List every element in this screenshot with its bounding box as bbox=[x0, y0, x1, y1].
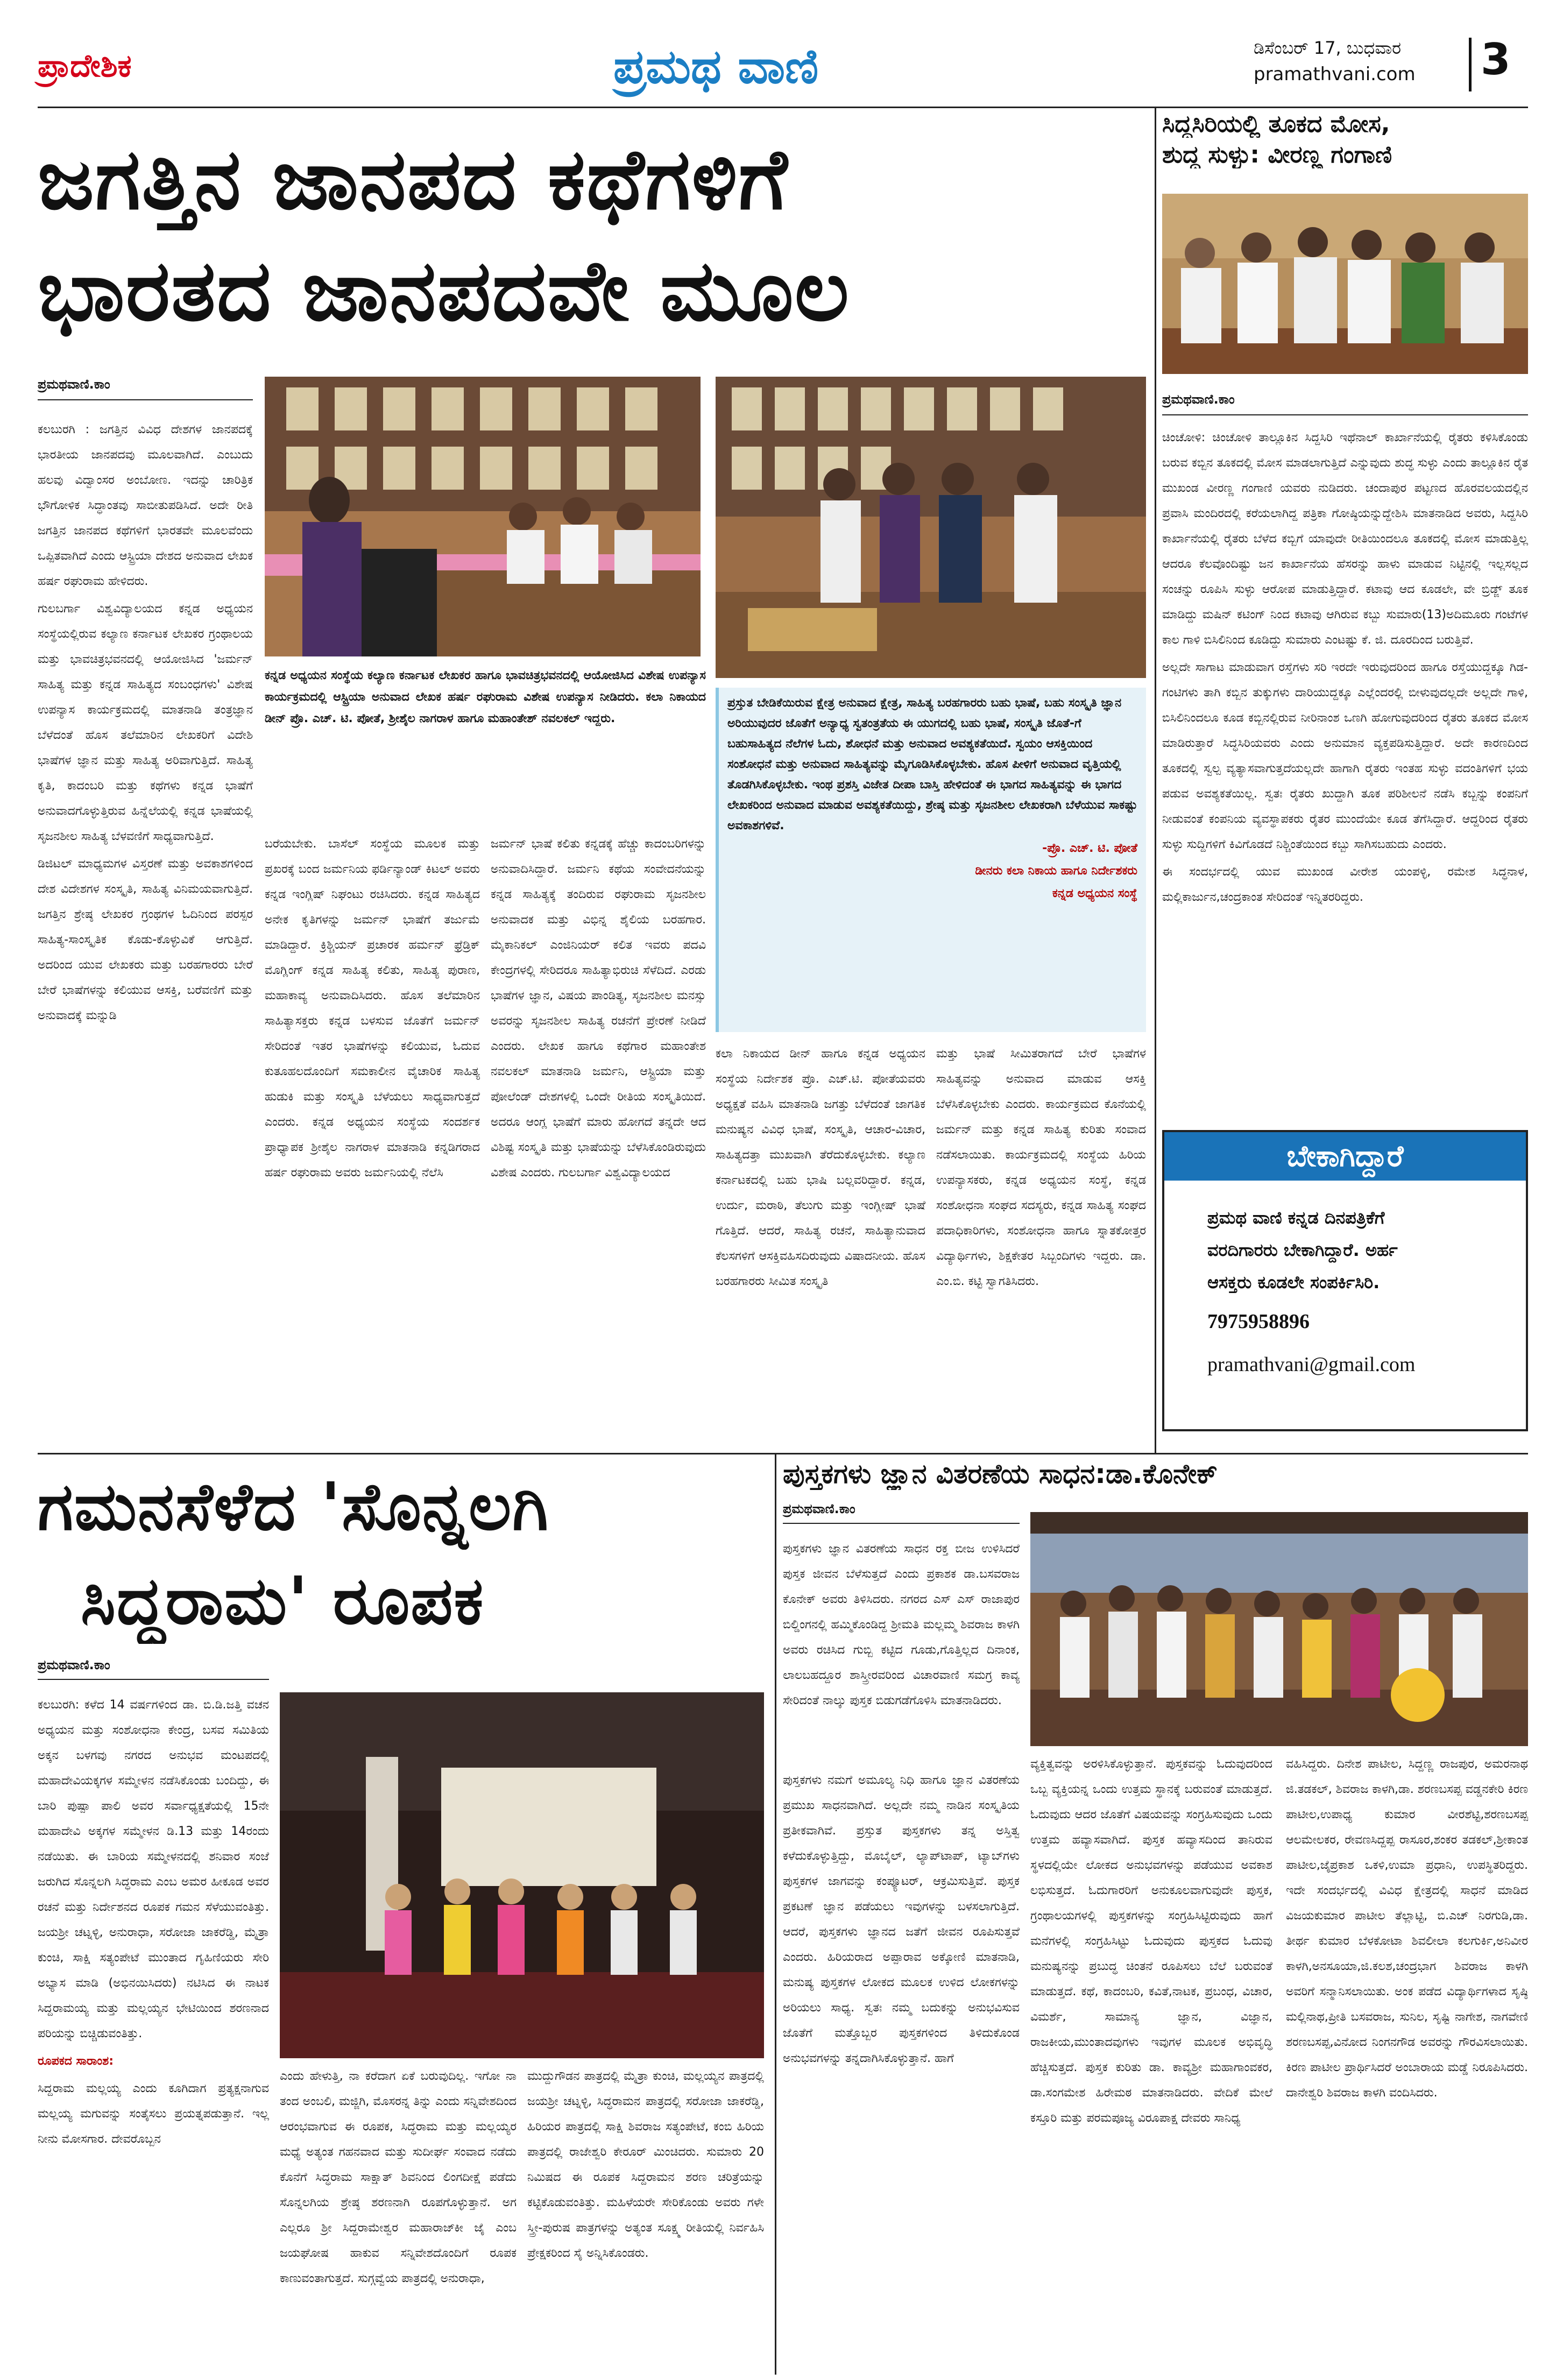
books-column-1b: ಪುಸ್ತಕಗಳು ನಮಗೆ ಅಮೂಲ್ಯ ನಿಧಿ ಹಾಗೂ ಜ್ಞಾನ ವಿತರಣೆಯ ಪ್ರಮುಖ ಸಾಧನವಾಗಿದೆ. ಅಲ್ಲದೇ ನಮ್ಮ ನಾಡಿನ ಸಂಸ್ಕೃತಿಯ ಪ್ರತೀಕವಾಗಿವೆ. ಪ್ರಸ್ತುತ ಪುಸ್ತಕಗಳು ತನ್ನ ಅಸ್ತಿತ್ವ ಕಳೆದುಕೊಳ್ಳುತ್ತಿದ್ದು, ಮೊಬೈಲ್, ಲ್ಯಾಪ್‍ಟಾಪ್, ಟ್ಯಾಬ್‍ಗಳು ಪುಸ್ತಕಗಳ ಜಾಗವನ್ನು ಕಂಪ್ಯೂಟರ್, ಆಕ್ರಮಿಸುತ್ತಿವೆ. ಪುಸ್ತಕ ಪ್ರಕಟಣೆ ಜ್ಞಾನ ಪಡೆಯಲು ಇವುಗಳನ್ನು ಬಳಸಲಾಗುತ್ತಿದೆ. ಆದರೆ, ಪುಸ್ತಕಗಳು ಜ್ಞಾನದ ಜತೆಗೆ ಜೀವನ ರೂಪಿಸುತ್ತವೆ ಎಂದರು. ಹಿರಿಯರಾದ ಅಪ್ಪಾರಾವ ಅಕ್ಕೋಣಿ ಮಾತನಾಡಿ, ಮನುಷ್ಯ ಪುಸ್ತಕಗಳ ಲೋಕದ ಮೂಲಕ ಉಳಿದ ಲೋಕಗಳನ್ನು ಅರಿಯಲು ಸಾಧ್ಯ. ಸ್ವತಃ ನಮ್ಮ ಬದುಕನ್ನು ಅನುಭವಿಸುವ ಜೊತೆಗೆ ಮತ್ತೊಬ್ಬರ ಪುಸ್ತಕಗಳಿಂದ ತಿಳಿದುಕೊಂಡ ಅನುಭವಗಳನ್ನು ತನ್ನದಾಗಿಸಿಕೊಳ್ಳುತ್ತಾನೆ. ಹಾಗೆ bbox=[783, 1774, 1020, 2065]
paragraph: ಕಲಬುರಗಿ : ಜಗತ್ತಿನ ವಿವಿಧ ದೇಶಗಳ ಜಾನಪದಕ್ಕೆ ಭಾರತೀಯ ಜಾನಪದವು ಮೂಲವಾಗಿದೆ. ಎಂಬುದು ಹಲವು ವಿದ್ವಾಂಸರ ಅಂಬೋಣ. ಇದನ್ನು ಚಾರಿತ್ರಿಕ ಭೌಗೋಳಿಕ ಸಿದ್ಧಾಂತವು ಸಾಬೀತುಪಡಿಸಿದೆ. ಅದೇ ರೀತಿ ಜಗತ್ತಿನ ಜಾನಪದ ಕಥೆಗಳಿಗೆ ಭಾರತವೇ ಮೂಲವೆಂದು ಒಪ್ಪಿತವಾಗಿದೆ ಎಂದು ಆಸ್ಟ್ರಿಯಾ ದೇಶದ ಅನುವಾದ ಲೇಖಕ ಹರ್ಷ ರಘುರಾಮ ಹೇಳಿದರು. bbox=[38, 423, 253, 588]
paragraph: ಕಲಬುರಗಿ: ಕಳೆದ 14 ವರ್ಷಗಳಿಂದ ಡಾ. ಬಿ.ಡಿ.ಜತ್ತಿ ವಚನ ಅಧ್ಯಯನ ಮತ್ತು ಸಂಶೋಧನಾ ಕೇಂದ್ರ, ಬಸವ ಸಮಿತಿಯ ಅಕ್ಕನ ಬಳಗವು ನಗರದ ಅನುಭವ ಮಂಟಪದಲ್ಲಿ ಮಹಾದೇವಿಯಕ್ಕಗಳ ಸಮ್ಮೇಳನ ನಡೆಸಿಕೊಂಡು ಬಂದಿದ್ದು, ಈ ಬಾರಿ ಪುಷ್ಪಾ ಪಾಲಿ ಅವರ ಸರ್ವಾಧ್ಯಕ್ಷತೆಯಲ್ಲಿ 15ನೇ ಮಹಾದೇವಿ ಅಕ್ಕಗಳ ಸಮ್ಮೇಳನ ಡಿ.13 ಮತ್ತು 14ರಂದು ನಡೆಯಿತು. ಈ ಬಾರಿಯ ಸಮ್ಮೇಳನದಲ್ಲಿ ಶನಿವಾರ ಸಂಜೆ ಜರುಗಿದ ಸೊನ್ನಲಗಿ ಸಿದ್ಧರಾಮ ಎಂಬ ಅಮರ ಹೀಕೂಡ ಅವರ ರಚನೆ ಮತ್ತು ನಿರ್ದೇಶನದ ರೂಪಕ ಗಮನ ಸೆಳೆಯುವಂತಿತ್ತು. ಜಯಶ್ರೀ ಚಟ್ನಳ್ಳಿ, ಅನುರಾಧಾ, ಸರೋಜಾ ಜಾಕರೆಡ್ಡಿ, ಮೈತ್ರಾ ಕುಂಚಿ, ಸಾಕ್ಷಿ ಸತ್ಯಂಪೇಟೆ ಮುಂತಾದ ಗೃಹಿಣಿಯರು ಸೇರಿ ಅಭ್ಯಾಸ ಮಾಡಿ (ಅಭಿನಯಿಸಿದರು) ನಟಿಸಿದ ಈ ನಾಟಕ ಸಿದ್ದರಾಮಯ್ಯ ಮತ್ತು ಮಲ್ಲಯ್ಯನ ಭೇಟಿಯಿಂದ ಶರಣನಾದ ಪರಿಯನ್ನು ಬಿಚ್ಚಿಡುವಂತಿತ್ತು. bbox=[38, 1698, 269, 2040]
drama-byline-rule bbox=[38, 1679, 269, 1680]
right-story-body bbox=[1162, 425, 1528, 1125]
press-meet-photo bbox=[1162, 194, 1528, 374]
books-byline: ಪ್ರಮಥವಾಣಿ.ಕಾಂ bbox=[783, 1501, 855, 1516]
books-column-3: ವಹಿಸಿದ್ದರು. ದಿನೇಶ ಪಾಟೀಲ, ಸಿದ್ದಣ್ಣ ರಾಜಪುರ, ಅಮರನಾಥ ಜಿ.ತಡಕಲ್, ಶಿವರಾಜ ಕಾಳಗಿ,ಡಾ. ಶರಣಬಸಪ್ಪ ವಡ್ಡನಕೇರಿ ಕಿರಣ ಪಾಟೀಲ,ಉಪಾಧ್ಯ ಕುಮಾರ ವೀರಶೆಟ್ಟಿ,ಶರಣಬಸಪ್ಪ ಆಲಮೇಲಕರ, ರೇವಣಸಿದ್ದಪ್ಪ ರಾಸೂರ,ಶಂಕರ ತಡಕಲ್,ಶ್ರೀಕಾಂತ ಪಾಟೀಲ,ಜೈಪ್ರಕಾಶ ಒಕಳಿ,ಉಮಾ ಪ್ರಧಾನಿ, ಉಪಸ್ಥಿತರಿದ್ದರು. ಇದೇ ಸಂದರ್ಭದಲ್ಲಿ ವಿವಿಧ ಕ್ಷೇತ್ರದಲ್ಲಿ ಸಾಧನೆ ಮಾಡಿದ ವಿಜಯಕುಮಾರ ಪಾಟೀಲ ತೆಲ್ಲಾಟ್ಟಿ, ಬಿ.ಎಚ್ ನಿರಗುಡಿ,ಡಾ. ತೀರ್ಥ ಕುಮಾರ ಬೆಳಕೋಟಾ ಶಿವಲೀಲಾ ಕಲಗುರ್ಕಿ,ಅನಿವೀರ ಕಾಳಗಿ,ಅನಸೂಯಾ,ಜಿ.ಕಲಶ,ಚಂದ್ರಭಾಗ ಶಿವರಾಜ ಕಾಳಗಿ ಅವರಿಗೆ ಸನ್ಮಾನಿಸಲಾಯಿತು. ಅಂಕ ಪಡೆದ ವಿದ್ಯಾರ್ಥಿಗಳಾದ ಸೃಷ್ಠಿ ಮಲ್ಲಿನಾಥ,ಪ್ರೀತಿ ಬಸವರಾಜ, ಸುನಿಲ, ಸೃಷ್ಟಿ ನಾಗೇಶ, ನಾಗವೇಣಿ ಶರಣಬಸಪ್ಪ,ವಿನೋದ ನಿಂಗನಗೌಡ ಅವರನ್ನು ಗೌರವಿಸಲಾಯಿತು. ಕಿರಣ ಪಾಟೀಲ ಪ್ರಾರ್ಥಿಸಿದರೆ ಅಂಬಾರಾಯ ಮಡ್ಡೆ ನಿರೂಪಿಸಿದರು. ದಾನೇಶ್ವರಿ ಶಿವರಾಜ ಕಾಳಗಿ ವಂದಿಸಿದರು. bbox=[1286, 1757, 1528, 2100]
quote-author-title: ಡೀನರು ಕಲಾ ನಿಕಾಯ ಹಾಗೂ ನಿರ್ದೇಶಕರು bbox=[975, 864, 1137, 878]
lead-column-4: ಕಲಾ ನಿಕಾಯದ ಡೀನ್ ಹಾಗೂ ಕನ್ನಡ ಅಧ್ಯಯನ ಸಂಸ್ಥೆಯ ನಿರ್ದೇಶಕ ಪ್ರೊ. ಎಚ್.ಟಿ. ಪೋತೆಯವರು ಅಧ್ಯಕ್ಷತೆ ವಹಿಸಿ ಮಾತನಾಡಿ ಜಗತ್ತು ಬೆಳೆದಂತೆ ಜಾಗತಿಕ ಮನುಷ್ಯನ ವಿವಿಧ ಭಾಷೆ, ಸಂಸ್ಕೃತಿ, ಆಚಾರ-ವಿಚಾರ, ಸಾಹಿತ್ಯದತ್ತಾ ಮುಖವಾಗಿ ತೆರೆದುಕೊಳ್ಳಬೇಕು. ಕಲ್ಯಾಣ ಕರ್ನಾಟಕದಲ್ಲಿ ಬಹು ಭಾಷಿ ಬಲ್ಲವರಿದ್ದಾರೆ. ಕನ್ನಡ, ಉರ್ದು, ಮರಾಠಿ, ತೆಲುಗು ಮತ್ತು ಇಂಗ್ಲೀಷ್ ಭಾಷೆ ಗೊತ್ತಿದೆ. ಆದರೆ, ಸಾಹಿತ್ಯ ರಚನೆ, ಸಾಹಿತ್ಯಾನುವಾದ ಕೆಲಸಗಳಿಗೆ ಆಸಕ್ತಿವಹಿಸದಿರುವುದು ವಿಷಾದನೀಯ. ಹೊಸ ಬರಹಗಾರರು ಸೀಮಿತ ಸಂಸ್ಕೃತಿ bbox=[716, 1047, 925, 1288]
book-release-photo bbox=[716, 377, 1146, 678]
lead-column-2: ಬರೆಯಬೇಕು. ಬಾಸೆಲ್ ಸಂಸ್ಥೆಯ ಮೂಲಕ ಮತ್ತು ಪ್ರಖರಕ್ಕೆ ಬಂದ ಜರ್ಮನಿಯ ಫರ್ಡಿನ್ಯಾಂಡ್ ಕಿಟಲ್ ಅವರು ಕನ್ನಡ ಇಂಗ್ಲಿಷ್ ನಿಘಂಟು ರಚಿಸಿದರು. ಕನ್ನಡ ಸಾಹಿತ್ಯದ ಅನೇಕ ಕೃತಿಗಳನ್ನು ಜರ್ಮನ್ ಭಾಷೆಗೆ ತರ್ಜುಮೆ ಮಾಡಿದ್ದಾರೆ. ಕ್ರಿಶ್ಚಿಯನ್ ಪ್ರಚಾರಕ ಹರ್ಮನ್ ಫ್ರೆಡ್ರಿಕ್ ಮೊಗ್ಲಿಂಗ್ ಕನ್ನಡ ಸಾಹಿತ್ಯ ಕಲಿತು, ಸಾಹಿತ್ಯ ಪುರಾಣ, ಮಹಾಕಾವ್ಯ ಅನುವಾದಿಸಿದರು. ಹೊಸ ತಲೆಮಾರಿನ ಸಾಹಿತ್ಯಾಸಕ್ತರು ಕನ್ನಡ ಬಳಸುವ ಜೊತೆಗೆ ಜರ್ಮನ್ ಸೇರಿದಂತೆ ಇತರ ಭಾಷೆಗಳನ್ನು ಕಲಿಯುವ, ಓದುವ ಕುತೂಹಲದೊಂದಿಗೆ ಸಮಕಾಲೀನ ವೈಚಾರಿಕ ಸಾಹಿತ್ಯ ಹುಡುಕಿ ಮತ್ತು ಸಂಸ್ಕೃತಿ ಬೆಳೆಯಲು ಸಾಧ್ಯವಾಗುತ್ತದೆ ಎಂದರು. ಕನ್ನಡ ಅಧ್ಯಯನ ಸಂಸ್ಥೆಯ ಸಂದರ್ಶಕ ಪ್ರಾಧ್ಯಾಪಕ ಶ್ರೀಶೈಲ ನಾಗರಾಳ ಮಾತನಾಡಿ ಕನ್ನಡಿಗರಾದ ಹರ್ಷ ರಘುರಾಮ ಅವರು ಜರ್ಮನಿಯಲ್ಲಿ ನೆಲೆಸಿ bbox=[265, 837, 480, 1180]
header-divider bbox=[1469, 38, 1472, 91]
ad-line-2: ವರದಿಗಾರರು ಬೇಕಾಗಿದ್ದಾರೆ. ಅರ್ಹ bbox=[1207, 1240, 1398, 1260]
drama-subheading: ರೂಪಕದ ಸಾರಾಂಶ: bbox=[38, 2054, 114, 2068]
drama-headline-2: ಸಿದ್ಧರಾಮ' ರೂಪಕ bbox=[81, 1563, 485, 1639]
byline-rule bbox=[38, 399, 253, 400]
right-byline-rule bbox=[1162, 414, 1528, 415]
quote-box bbox=[716, 688, 1146, 1032]
books-column-2: ವ್ಯಕ್ತಿತ್ವವನ್ನು ಅರಳಿಸಿಕೊಳ್ಳುತ್ತಾನೆ. ಪುಸ್ತಕವನ್ನು ಓದುವುದರಿಂದ ಒಬ್ಬ ವ್ಯಕ್ತಿಯನ್ನ ಒಂದು ಉತ್ತಮ ಸ್ಥಾನಕ್ಕೆ ಬರುವಂತೆ ಮಾಡುತ್ತದೆ. ಓದುವುದು ಆದರ ಜೊತೆಗೆ ವಿಷಯವನ್ನು ಸಂಗ್ರಹಿಸುವುದು ಒಂದು ಉತ್ತಮ ಹವ್ಯಾಸವಾಗಿದೆ. ಪುಸ್ತಕ ಹವ್ಯಾಸದಿಂದ ತಾನಿರುವ ಸ್ಥಳದಲ್ಲಿಯೇ ಲೋಕದ ಅನುಭವಗಳನ್ನು ಪಡೆಯುವ ಅವಕಾಶ ಲಭಿಸುತ್ತದೆ. ಓದುಗಾರರಿಗೆ ಅನುಕೂಲವಾಗುವುದೇ ಪುಸ್ತಕ, ಗ್ರಂಥಾಲಯಗಳಲ್ಲಿ ಪುಸ್ತಕಗಳನ್ನು ಸಂಗ್ರಹಿಸಿಟ್ಟಿರುವುದು ಹಾಗೆ ಮನೆಗಳಲ್ಲಿ ಸಂಗ್ರಹಿಸಿಟ್ಟು ಓದುವುದು ಪುಸ್ತಕದ ಓದುವು ಮನುಷ್ಯನನ್ನು ಪ್ರಬುದ್ಧ ಚಿಂತನೆ ರೂಪಿಸಲು ಬೆಲೆ ಬರುವಂತೆ ಮಾಡುತ್ತದೆ. ಕಥೆ, ಕಾದಂಬರಿ, ಕವಿತೆ,ನಾಟಕ, ಪ್ರಬಂಧ, ವಿಚಾರ, ವಿಮರ್ಶೆ, ಸಾಮಾನ್ಯ ಜ್ಞಾನ, ವಿಜ್ಞಾನ, ರಾಜಕೀಯ,ಮುಂತಾದವುಗಳು ಇವುಗಳ ಮೂಲಕ ಅಭಿವೃದ್ಧಿ ಹೆಚ್ಚಿಸುತ್ತದೆ. ಪುಸ್ತಕ ಕುರಿತು ಡಾ. ಕಾವ್ಯಶ್ರೀ ಮಹಾಗಾಂವಕರ, ಡಾ.ಸಂಗಮೇಶ ಹಿರೇಮಠ ಮಾತನಾಡಿದರು. ವೇದಿಕೆ ಮೇಲೆ ಕಸ್ತೂರಿ ಮತ್ತು ಪರಮಪೂಜ್ಯ ವಿರೂಪಾಕ್ಷ ದೇವರು ಸಾನಿಧ್ಯ bbox=[1030, 1757, 1272, 2125]
paragraph: ಗುಲಬರ್ಗಾ ವಿಶ್ವವಿದ್ಯಾಲಯದ ಕನ್ನಡ ಅಧ್ಯಯನ ಸಂಸ್ಥೆಯಲ್ಲಿರುವ ಕಲ್ಯಾಣ ಕರ್ನಾಟಕ ಲೇಖಕರ ಗ್ರಂಥಾಲಯ ಮತ್ತು ಭಾವಚಿತ್ರಭವನದಲ್ಲಿ ಆಯೋಜಿಸಿದ 'ಜರ್ಮನ್ ಸಾಹಿತ್ಯ ಮತ್ತು ಕನ್ನಡ ಸಾಹಿತ್ಯದ ಸಂಬಂಧಗಳು' ವಿಶೇಷ ಉಪನ್ಯಾಸ ಕಾರ್ಯಕ್ರಮದಲ್ಲಿ ಮಾತನಾಡಿ ತಂತ್ರಜ್ಞಾನ ಬೆಳೆದಂತೆ ಹೊಸ ತಲೆಮಾರಿನ ಲೇಖಕರಿಗೆ ವಿದೇಶಿ ಭಾಷೆಗಳ ಜ್ಞಾನ ಮತ್ತು ಸಾಹಿತ್ಯ ಅರಿವಾಗುತ್ತಿದೆ. ಸಾಹಿತ್ಯ ಕೃತಿ, ಕಾದಂಬರಿ ಮತ್ತು ಕಥೆಗಳು ಕನ್ನಡ ಭಾಷೆಗೆ ಅನುವಾದಗೊಳ್ಳುತ್ತಿರುವ ಹಿನ್ನೆಲೆಯಲ್ಲಿ ಕನ್ನಡ ಭಾಷೆಯಲ್ಲಿ ಸೃಜನಶೀಲ ಸಾಹಿತ್ಯ ಬೆಳವಣಿಗೆ ಸಾಧ್ಯವಾಗುತ್ತಿದೆ. bbox=[38, 602, 253, 843]
paragraph: ಸಿದ್ದರಾಮ ಮಲ್ಲಯ್ಯ ಎಂದು ಕೂಗಿದಾಗ ಪ್ರತ್ಯಕ್ಷನಾಗುವ ಮಲ್ಲಯ್ಯ ಮಗುವನ್ನು ಸಂತೈಸಲು ಪ್ರಯತ್ನಪಡುತ್ತಾನೆ. ಇಲ್ಲ ನೀನು ಮೋಸಗಾರ. ದೇವರೊಬ್ಬನ bbox=[38, 2082, 269, 2146]
paragraph: ಚಿಂಚೋಳಿ: ಚಿಂಚೋಳಿ ತಾಲ್ಲೂಕಿನ ಸಿದ್ದಸಿರಿ ಇಥೆನಾಲ್ ಕಾರ್ಖಾನೆಯಲ್ಲಿ ರೈತರು ಕಳಿಸಿಕೊಂಡು ಬರುವ ಕಬ್ಬಿನ ತೂಕದಲ್ಲಿ ಮೋಸ ಮಾಡಲಾಗುತ್ತಿದೆ ಎನ್ನುವುದು ಶುದ್ಧ ಸುಳ್ಳು ಎಂದು ತಾಲ್ಲೂಕಿನ ರೈತ ಮುಖಂಡ ವೀರಣ್ಣ ಗಂಗಾಣಿ ಯವರು ನುಡಿದರು. ಚಂದಾಪುರ ಪಟ್ಟಣದ ಹೊರವಲಯದಲ್ಲಿನ ಪ್ರವಾಸಿ ಮಂದಿರದಲ್ಲಿ ಕರೆಯಲಾಗಿದ್ದ ಪತ್ರಿಕಾ ಗೋಷ್ಠಿಯನ್ನುದ್ದೇಶಿಸಿ ಮಾತನಾಡಿದ ಅವರು, ಸಿದ್ದಸಿರಿ ಕಾರ್ಖಾನೆಯಲ್ಲಿ ರೈತರು ಬೆಳೆದ ಕಬ್ಬಿಗೆ ಯಾವುದೇ ರೀತಿಯಿಂದಲೂ ತೂಕದಲ್ಲಿ ಮೋಸ ಮಾಡುತ್ತಿಲ್ಲ ಆದರೂ ಕೆಲವೊಂದಿಷ್ಟು ಜನ ಕಾರ್ಖಾನೆಯ ಹೆಸರನ್ನು ಹಾಳು ಮಾಡುವ ನಿಟ್ಟಿನಲ್ಲಿ ಇಲ್ಲಸಲ್ಲದ ಸಂಚನ್ನು ರೂಪಿಸಿ ಸುಳ್ಳು ಆರೋಪ ಮಾಡುತ್ತಿದ್ದಾರೆ. ಕಟಾವು ಆದ ಕೂಡಲೇ, ವೇ ಬ್ರಿಡ್ಜ್ ತೂಕ ಮಾಡಿದ್ದು ಮಷಿನ್ ಕಟಿಂಗ್ ನಿಂದ ಕಟಾವು ಆಗಿರುವ ಕಬ್ಬು ಸುಮಾರು(13)ಅದಿಮೂರು ಗಂಟೆಗಳ ಕಾಲ ಗಾಳಿ ಬಿಸಿಲಿನಿಂದ ಕೂಡಿದ್ದು ಸುಮಾರು ಎಂಟಷ್ಟು ಕೆ. ಜಿ. ದೂರದಿಂದ ಬರುತ್ತಿವೆ. bbox=[1162, 431, 1528, 647]
page-number: 3 bbox=[1481, 34, 1511, 84]
masthead-logo[interactable]: ಪ್ರಮಥ ವಾಣಿ bbox=[613, 39, 819, 94]
ad-email[interactable]: pramathvani@gmail.com bbox=[1207, 1353, 1416, 1376]
books-headline: ಪುಸ್ತಕಗಳು ಜ್ಞಾನ ವಿತರಣೆಯ ಸಾಧನ:ಡಾ.ಕೊನೇಕ್ bbox=[783, 1458, 1218, 1489]
ad-title: ಬೇಕಾಗಿದ್ದಾರೆ bbox=[1164, 1132, 1526, 1181]
lead-column-5: ಮತ್ತು ಭಾಷೆ ಸೀಮಿತರಾಗದೆ ಬೇರೆ ಭಾಷೆಗಳ ಸಾಹಿತ್ಯವನ್ನು ಅನುವಾದ ಮಾಡುವ ಆಸಕ್ತಿ ಬೆಳೆಸಿಕೊಳ್ಳಬೇಕು ಎಂದರು. ಕಾರ್ಯಕ್ರಮದ ಕೊನೆಯಲ್ಲಿ ಜರ್ಮನ್ ಮತ್ತು ಕನ್ನಡ ಸಾಹಿತ್ಯ ಕುರಿತು ಸಂವಾದ ನಡೆಸಲಾಯಿತು. ಕಾರ್ಯಕ್ರಮದಲ್ಲಿ ಸಂಸ್ಥೆಯ ಹಿರಿಯ ಉಪನ್ಯಾಸಕರು, ಕನ್ನಡ ಅಧ್ಯಯನ ಸಂಸ್ಥೆ, ಕನ್ನಡ ಸಂಶೋಧನಾ ಸಂಘದ ಸದಸ್ಯರು, ಕನ್ನಡ ಸಾಹಿತ್ಯ ಸಂಘದ ಪದಾಧಿಕಾರಿಗಳು, ಸಂಶೋಧನಾ ಹಾಗೂ ಸ್ನಾತಕೋತ್ತರ ವಿದ್ಯಾರ್ಥಿಗಳು, ಶಿಕ್ಷಕೇತರ ಸಿಬ್ಬಂದಿಗಳು ಇದ್ದರು. ಡಾ. ಎಂ.ಬಿ. ಕಟ್ಟಿ ಸ್ವಾಗತಿಸಿದರು. bbox=[936, 1047, 1146, 1288]
drama-byline: ಪ್ರಮಥವಾಣಿ.ಕಾಂ bbox=[38, 1657, 110, 1672]
ad-line-1: ಪ್ರಮಥ ವಾಣಿ ಕನ್ನಡ ದಿನಪತ್ರಿಕೆಗೆ bbox=[1207, 1207, 1385, 1228]
drama-stage-photo bbox=[280, 1692, 764, 2058]
lead-photo-caption: ಕನ್ನಡ ಅಧ್ಯಯನ ಸಂಸ್ಥೆಯ ಕಲ್ಯಾಣ ಕರ್ನಾಟಕ ಲೇಖಕರ ಹಾಗೂ ಭಾವಚಿತ್ರಭವನದಲ್ಲಿ ಆಯೋಜಿಸಿದ ವಿಶೇಷ ಉಪನ್ಯಾಸ ಕಾರ್ಯಕ್ರಮದಲ್ಲಿ ಆಸ್ಟ್ರಿಯಾ ಅನುವಾದ ಲೇಖಕ ಹರ್ಷ ರಘುರಾಮ ವಿಶೇಷ ಉಪನ್ಯಾಸ ನೀಡಿದರು. ಕಲಾ ನಿಕಾಯದ ಡೀನ್ ಪ್ರೊ. ಎಚ್. ಟಿ. ಪೋತೆ, ಶ್ರೀಶೈಲ ನಾಗರಾಳ ಹಾಗೂ ಮಹಾಂತೇಶ್ ನವಲಕಲ್ ಇದ್ದರು. bbox=[265, 669, 706, 725]
book-release-event-photo bbox=[1030, 1512, 1528, 1746]
right-headline-1: ಸಿದ್ಧಸಿರಿಯಲ್ಲಿ ತೂಕದ ಮೋಸ, bbox=[1162, 110, 1390, 138]
mid-rule bbox=[38, 1453, 1528, 1454]
right-byline: ಪ್ರಮಥವಾಣಿ.ಕಾಂ bbox=[1162, 392, 1235, 407]
section-label: ಪ್ರಾದೇಶಿಕ bbox=[38, 47, 132, 84]
website-link[interactable]: pramathvani.com bbox=[1254, 63, 1416, 85]
drama-headline-1: ಗಮನಸೆಳೆದ 'ಸೊನ್ನಲಗಿ bbox=[38, 1468, 549, 1545]
books-byline-rule bbox=[783, 1523, 1020, 1524]
lecture-photo bbox=[265, 377, 701, 656]
lead-byline: ಪ್ರಮಥವಾಣಿ.ಕಾಂ bbox=[38, 377, 110, 392]
books-column-1a: ಪುಸ್ತಕಗಳು ಜ್ಞಾನ ವಿತರಣೆಯ ಸಾಧನ ರಕ್ತ ಬೀಜ ಉಳಿಸಿದರೆ ಪುಸ್ತಕ ಜೀವನ ಬೆಳೆಸುತ್ತದೆ ಎಂದು ಪ್ರಕಾಶಕ ಡಾ.ಬಸವರಾಜ ಕೊನೇಕ್ ಅವರು ತಿಳಿಸಿದರು. ನಗರದ ಎಸ್ ಎಸ್ ರಾಜಾಪುರ ಬಿಲ್ಡಿಂಗನಲ್ಲಿ ಹಮ್ಮಿಕೊಂಡಿದ್ದ ಶ್ರೀಮತಿ ಮಲ್ಲಮ್ಮ ಶಿವರಾಜ ಕಾಳಗಿ ಅವರು ರಚಿಸಿದ ಗುಬ್ಬಿ ಕಟ್ಟಿದ ಗೂಡು,ಗೊತ್ತಿಲ್ಲದ ದಿನಾಂಕ, ಲಾಲಬಹದ್ದೂರ ಶಾಸ್ತ್ರೀರವರಿಂದ ವಿಚಾರವಾಣಿ ಸಮಗ್ರ ಕಾವ್ಯ ಸೇರಿದಂತೆ ನಾಲ್ಕು ಪುಸ್ತಕ ಬಿಡುಗಡೆಗೊಳಿಸಿ ಮಾತನಾಡಿದರು. bbox=[783, 1542, 1020, 1707]
bottom-divider bbox=[775, 1454, 776, 2375]
lead-headline-1: ಜಗತ್ತಿನ ಜಾನಪದ ಕಥೆಗಳಿಗೆ bbox=[38, 130, 789, 228]
quote-author-institute: ಕನ್ನಡ ಅಧ್ಯಯನ ಸಂಸ್ಥೆ bbox=[1052, 887, 1137, 900]
right-headline-2: ಶುದ್ಧ ಸುಳ್ಳು: ವೀರಣ್ಣ ಗಂಗಾಣಿ bbox=[1162, 141, 1392, 168]
paragraph: ಡಿಜಿಟಲ್ ಮಾಧ್ಯಮಗಳ ವಿಸ್ತರಣೆ ಮತ್ತು ಅವಕಾಶಗಳಿಂದ ದೇಶ ವಿದೇಶಗಳ ಸಂಸ್ಕೃತಿ, ಸಾಹಿತ್ಯ ವಿನಿಮಯವಾಗುತ್ತಿದೆ. ಜಗತ್ತಿನ ಶ್ರೇಷ್ಠ ಲೇಖಕರ ಗ್ರಂಥಗಳ ಓದಿನಿಂದ ಪರಸ್ಪರ ಸಾಹಿತ್ಯ-ಸಾಂಸ್ಕೃತಿಕ ಕೊಡು-ಕೊಳ್ಳುವಿಕೆ ಆಗುತ್ತಿದೆ. ಅದರಿಂದ ಯುವ ಲೇಖಕರು ಮತ್ತು ಬರಹಗಾರರು ಬೇರೆ ಬೇರೆ ಭಾಷೆಗಳನ್ನು ಕಲಿಯುವ ಆಸಕ್ತಿ, ಬರೆವಣಿಗೆ ಮತ್ತು ಅನುವಾದಕ್ಕೆ ಮನ್ನುಡಿ bbox=[38, 857, 253, 1022]
drama-column-2: ಎಂದು ಹೇಳುತ್ತಿ, ನಾ ಕರೆದಾಗ ಏಕೆ ಬರುವುದಿಲ್ಲ. ಇಗೋ ನಾ ತಂದ ಅಂಬಲಿ, ಮಜ್ಜಿಗಿ, ಮೊಸರನ್ನ ತಿನ್ನು ಎಂದು ಸನ್ನಿವೇಶದಿಂದ ಆರಂಭವಾಗುವ ಈ ರೂಪಕ, ಸಿದ್ಧರಾಮ ಮತ್ತು ಮಲ್ಲಯ್ಯರ ಮಧ್ಯೆ ಅತ್ಯಂತ ಗಹನವಾದ ಮತ್ತು ಸುದೀರ್ಘ ಸಂವಾದ ನಡೆದು ಕೊನೆಗೆ ಸಿದ್ಧರಾಮ ಸಾಕ್ಷಾತ್ ಶಿವನಿಂದ ಲಿಂಗದೀಕ್ಷೆ ಪಡೆದು ಸೊನ್ನಲಗಿಯ ಶ್ರೇಷ್ಠ ಶರಣನಾಗಿ ರೂಪಗೊಳ್ಳುತ್ತಾನೆ. ಅಗ ಎಲ್ಲರೂ ಶ್ರೀ ಸಿದ್ದರಾಮೇಶ್ವರ ಮಹಾರಾಜ್‍ಕೀ ಜೈ ಎಂಬ ಜಯಘೋಷ ಹಾಕುವ ಸನ್ನಿವೇಶದೊಂದಿಗೆ ರೂಪಕ ಕಾಣುವಂತಾಗುತ್ತದೆ. ಸುಗ್ಗವ್ವೆಯ ಪಾತ್ರದಲ್ಲಿ ಅನುರಾಧಾ, bbox=[280, 2070, 517, 2285]
quote-text: ಪ್ರಸ್ತುತ ಬೇಡಿಕೆಯಿರುವ ಕ್ಷೇತ್ರ ಅನುವಾದ ಕ್ಷೇತ್ರ, ಸಾಹಿತ್ಯ ಬರಹಗಾರರು ಬಹು ಭಾಷೆ, ಬಹು ಸಂಸ್ಕೃತಿ ಜ್ಞಾನ ಅರಿಯುವುದರ ಜೊತೆಗೆ ಅನ್ಯಾಧ್ಯ ಸ್ವತಂತ್ರತೆಯ ಈ ಯುಗದಲ್ಲಿ ಬಹು ಭಾಷೆ, ಸಂಸ್ಕೃತಿ ಜೊತೆ-ಗೆ ಬಹುಸಾಹಿತ್ಯದ ನೆಲೆಗಳ ಓದು, ಶೋಧನೆ ಮತ್ತು ಅನುವಾದ ಅವಶ್ಯಕತೆಯಿದೆ. ಸ್ವಯಂ ಆಸಕ್ತಿಯಿಂದ ಸಂಶೋಧನೆ ಮತ್ತು ಅನುವಾದ ಸಾಹಿತ್ಯವನ್ನು ಮೈಗೂಡಿಸಿಕೊಳ್ಳಬೇಕು. ಹೊಸ ಪೀಳಿಗೆ ಅನುವಾದ ವೃತ್ತಿಯಲ್ಲಿ ತೊಡಗಿಸಿಕೊಳ್ಳಬೇಕು. ಇಂಥ ಪ್ರಶಸ್ತಿ ವಿಜೇತ ದೀಪಾ ಬಾಸ್ತಿ ಹೇಳಿದಂತೆ ಈ ಭಾಗದ ಸಾಹಿತ್ಯವನ್ನು ಈ ಭಾಗದ ಲೇಖಕರಿಂದ ಅನುವಾದ ಮಾಡುವ ಅವಶ್ಯಕತೆಯಿದ್ದು, ಶ್ರೇಷ್ಠ ಮತ್ತು ಸೃಜನಶೀಲ ಲೇಖಕರಾಗಿ ಬೆಳೆಯುವ ಸಾಕಷ್ಟು ಅವಕಾಶಗಳಿವೆ. bbox=[727, 696, 1137, 832]
right-column-divider bbox=[1155, 108, 1156, 1453]
issue-date: ಡಿಸೆಂಬರ್ 17, ಬುಧವಾರ bbox=[1254, 38, 1402, 58]
header-rule bbox=[38, 107, 1528, 108]
ad-line-3: ಆಸಕ್ತರು ಕೂಡಲೇ ಸಂಪರ್ಕಿಸಿರಿ. bbox=[1207, 1272, 1380, 1293]
drama-column-3: ಮುದ್ದುಗೌಡನ ಪಾತ್ರದಲ್ಲಿ ಮೈತ್ರಾ ಕುಂಚಿ, ಮಲ್ಲಯ್ಯನ ಪಾತ್ರದಲ್ಲಿ ಜಯಶ್ರೀ ಚಟ್ನಳ್ಳಿ, ಸಿದ್ಧರಾಮನ ಪಾತ್ರದಲ್ಲಿ ಸರೋಜಾ ಜಾಕರೆಡ್ಡಿ, ಹಿರಿಯರ ಪಾತ್ರದಲ್ಲಿ ಸಾಕ್ಷಿ ಶಿವರಾಜ ಸತ್ಯಂಪೇಟೆ, ಕಂಬಿ ಹಿರಿಯ ಪಾತ್ರದಲ್ಲಿ ರಾಜೇಶ್ವರಿ ಕೇರೂರ್ ಮಿಂಚಿದರು. ಸುಮಾರು 20 ನಿಮಿಷದ ಈ ರೂಪಕ ಸಿದ್ದರಾಮನ ಶರಣ ಚರಿತ್ರೆಯನ್ನು ಕಟ್ಟಿಕೊಡುವಂತಿತ್ತು. ಮಹಿಳೆಯರೇ ಸೇರಿಕೊಂಡು ಅವರು ಗಳೇ ಸ್ತ್ರೀ-ಪುರುಷ ಪಾತ್ರಗಳನ್ನು ಅತ್ಯಂತ ಸೂಕ್ಷ್ಮ ರೀತಿಯಲ್ಲಿ ನಿರ್ವಹಿಸಿ ಪ್ರೇಕ್ಷಕರಿಂದ ಸೈ ಅನ್ನಿಸಿಕೊಂಡರು. bbox=[527, 2070, 764, 2260]
lead-column-3: ಜರ್ಮನ್ ಭಾಷೆ ಕಲಿತು ಕನ್ನಡಕ್ಕೆ ಹೆಚ್ಚು ಕಾದಂಬರಿಗಳನ್ನು ಅನುವಾದಿಸಿದ್ದಾರೆ. ಜರ್ಮನಿ ಕಥೆಯ ಸಂವೇದನೆಯನ್ನು ಕನ್ನಡ ಸಾಹಿತ್ಯಕ್ಕೆ ತಂದಿರುವ ರಘುರಾಮ ಸೃಜನಶೀಲ ಅನುವಾದಕ ಮತ್ತು ವಿಭಿನ್ನ ಶೈಲಿಯ ಬರಹಗಾರ. ಮೈಕಾನಿಕಲ್ ಎಂಜಿನಿಯರ್ ಕಲಿತ ಇವರು ಪದವಿ ಕೇಂದ್ರಗಳಲ್ಲಿ ಸೇರಿದರೂ ಸಾಹಿತ್ಯಾಭಿರುಚಿ ಸೆಳೆದಿದೆ. ಎರಡು ಭಾಷೆಗಳ ಜ್ಞಾನ, ವಿಷಯ ಪಾಂಡಿತ್ಯ, ಸೃಜನಶೀಲ ಮನಸ್ಸು ಅವರನ್ನು ಸೃಜನಶೀಲ ಸಾಹಿತ್ಯ ರಚನೆಗೆ ಪ್ರೇರಣೆ ನೀಡಿದೆ ಎಂದರು. ಲೇಖಕ ಹಾಗೂ ಕಥೆಗಾರ ಮಹಾಂತೇಶ ನವಲಕಲ್ ಮಾತನಾಡಿ ಜರ್ಮನಿ, ಆಸ್ಟ್ರಿಯಾ ಮತ್ತು ಪೋಲೆಂಡ್ ದೇಶಗಳಲ್ಲಿ ಒಂದೇ ರೀತಿಯ ಸಂಸ್ಕೃತಿಯಿದೆ. ಅದರೂ ಆಂಗ್ಲ ಭಾಷೆಗೆ ಮಾರು ಹೋಗದೆ ತನ್ನದೇ ಆದ ವಿಶಿಷ್ಟ ಸಂಸ್ಕೃತಿ ಮತ್ತು ಭಾಷೆಯನ್ನು ಬೆಳೆಸಿಕೊಂಡಿರುವುದು ವಿಶೇಷ ಎಂದರು. ಗುಲಬರ್ಗಾ ವಿಶ್ವವಿದ್ಯಾಲಯದ bbox=[491, 837, 706, 1180]
quote-author: -ಪ್ರೊ. ಎಚ್. ಟಿ. ಪೋತೆ bbox=[1042, 842, 1137, 855]
lead-headline-2: ಭಾರತದ ಜಾನಪದವೇ ಮೂಲ bbox=[38, 242, 850, 340]
drama-column-1 bbox=[38, 1692, 269, 2376]
lead-column-1 bbox=[38, 417, 253, 1445]
wanted-ad[interactable] bbox=[1162, 1130, 1528, 1431]
paragraph: ಈ ಸಂದರ್ಭದಲ್ಲಿ ಯುವ ಮುಖಂಡ ವೀರೇಶ ಯಂಪಳ್ಳಿ, ರಮೇಶ ಸಿದ್ಧನಾಳ, ಮಲ್ಲಿಕಾರ್ಜುನ,ಚಂದ್ರಕಾಂತ ಸೇರಿದಂತೆ ಇನ್ನಿತರರಿದ್ದರು. bbox=[1162, 865, 1528, 904]
ad-phone[interactable]: 7975958896 bbox=[1207, 1310, 1310, 1333]
paragraph: ಅಲ್ಲದೇ ಸಾಗಾಟ ಮಾಡುವಾಗ ರಸ್ತೆಗಳು ಸರಿ ಇರದೇ ಇರುವುದರಿಂದ ಹಾಗೂ ರಸ್ತೆಯುದ್ದಕ್ಕೂ ಗಿಡ-ಗಂಟಿಗಳು ತಾಗಿ ಕಬ್ಬಿನ ತುಕ್ಕುಗಳು ದಾರಿಯುದ್ದಕ್ಕೂ ಎಲ್ಲೆಂದರಲ್ಲಿ ಬೀಳುವುದಲ್ಲದೇ ಅಲ್ಲದೇ ಗಾಳಿ, ಬಿಸಿಲಿನಿಂದಲೂ ಕೂಡ ಕಬ್ಬಿನಲ್ಲಿರುವ ನೀರಿನಾಂಶ ಒಣಗಿ ಹೋಗುವುದರಿಂದ ರೈತರು ತೂಕದ ಮೋಸ ಮಾಡಿರುತ್ತಾರೆ ಸಿದ್ಧಸಿರಿಯವರು ಎಂದು ಅನುಮಾನ ವ್ಯಕ್ತಪಡಿಸುತ್ತಿದ್ದಾರೆ. ಅದೇ ಕಾರಣದಿಂದ ತೂಕದಲ್ಲಿ ಸ್ವಲ್ಪ ವ್ಯತ್ಯಾಸವಾಗುತ್ತದೆಯಲ್ಲದೇ ಹಾಗಾಗಿ ರೈತರು ಇಂತಹ ಸುಳ್ಳು ವದಂತಿಗಳಿಗೆ ಭಯ ಪಡುವ ಅವಶ್ಯಕತೆಯಿಲ್ಲ. ಸ್ವತಃ ರೈತರು ಖುದ್ದಾಗಿ ತೂಕ ಪರಿಶೀಲನೆ ನಡೆಸಿ ಕಬ್ಬನ್ನು ಕಂಪನಿಗೆ ನೀಡುವಂತೆ ಕಂಪನಿಯ ವ್ಯವಸ್ಥಾಪಕರು ರೈತರ ಮುಂದೆಯೇ ಕೂಡ ತೆಗೆಸಿದ್ದಾರೆ. ಆದ್ದರಿಂದ ರೈತರು ಸುಳ್ಳು ಸುದ್ದಿಗಳಿಗೆ ಕಿವಿಗೊಡದೆ ನಿಶ್ಚಿಂತೆಯಿಂದ ಕಬ್ಬು ಸಾಗಿಸಬಹುದು ಎಂದರು. bbox=[1162, 661, 1528, 851]
